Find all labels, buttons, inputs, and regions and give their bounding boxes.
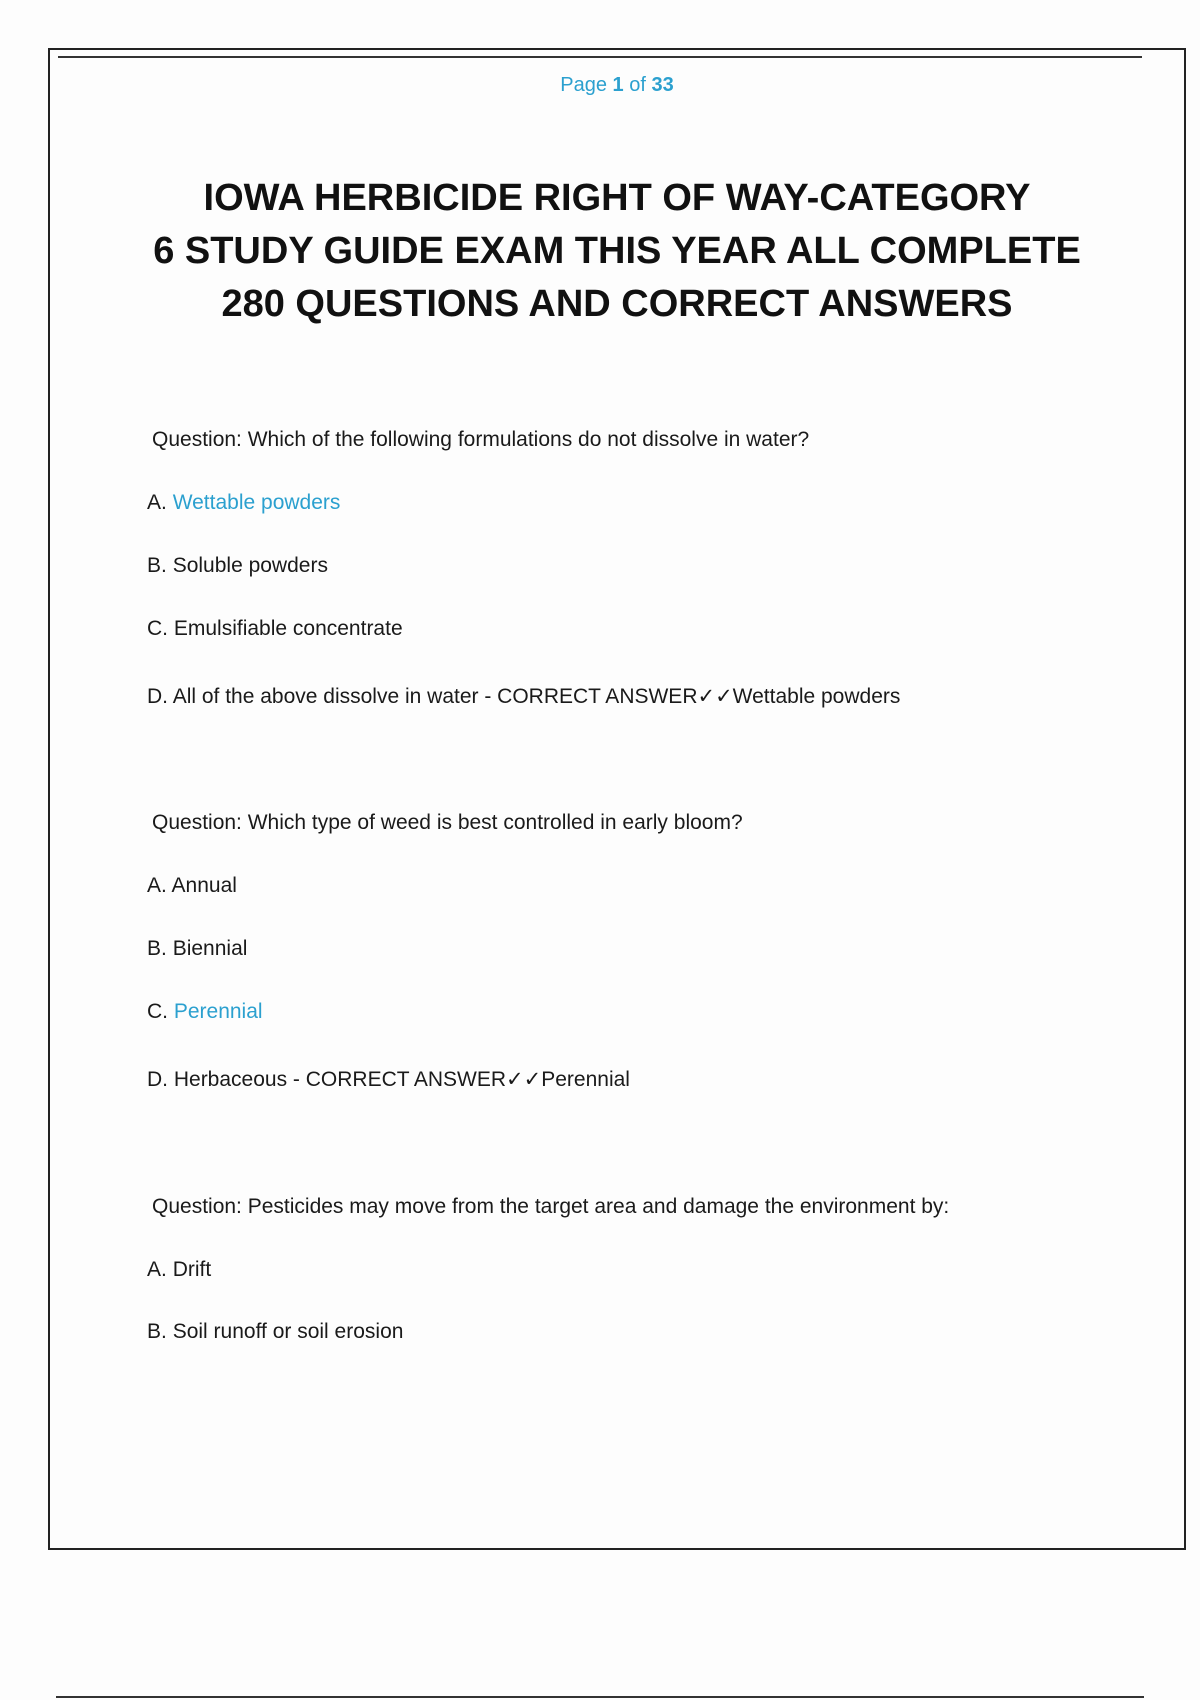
title-line-1: IOWA HERBICIDE RIGHT OF WAY-CATEGORY [203,177,1031,219]
option-prefix: B. [147,1320,167,1343]
question-1-option-a [147,491,340,515]
header-rule [58,56,1142,58]
option-prefix: A. [147,491,167,514]
option-text: Drift [172,1258,212,1281]
document-page [48,48,1186,1550]
option-text-correct: Perennial [173,1000,263,1023]
option-text: Soil runoff or soil erosion [172,1320,404,1343]
option-prefix: C. [147,1000,168,1023]
option-text: Emulsifiable concentrate [173,617,403,640]
option-prefix: D. [147,685,168,708]
page-of: of [629,74,646,96]
option-prefix: C. [147,617,168,640]
question-3-option-a [147,1258,211,1282]
question-1-option-b [147,554,328,578]
question-2-option-c [147,1000,263,1024]
question-2-text: Question: Which type of weed is best controlled in early bloom? [152,811,743,834]
option-text: Herbaceous - CORRECT ANSWER✓✓Perennial [173,1068,630,1091]
option-prefix: A. [147,1258,167,1281]
document-title [110,172,1124,331]
option-prefix: D. [147,1068,168,1091]
next-page-rule [56,1696,1144,1698]
option-text: Annual [171,874,237,897]
question-3-option-b [147,1320,403,1344]
option-text: Soluble powders [172,554,328,577]
page-prefix: Page [560,74,607,96]
question-1-option-d [147,684,900,709]
question-2-option-b [147,937,247,961]
option-prefix: A. [147,874,167,897]
page-total: 33 [651,74,674,96]
title-line-3: 280 QUESTIONS AND CORRECT ANSWERS [221,283,1013,325]
question-1-text: Question: Which of the following formulations do not dissolve in water? [152,428,810,451]
option-prefix: B. [147,937,167,960]
page-indicator [50,74,1184,97]
question-2-option-d [147,1067,630,1092]
option-text: Biennial [172,937,248,960]
question-2-option-a [147,874,237,898]
question-3-text: Question: Pesticides may move from the target area and damage the environment by: [152,1195,950,1218]
option-text: All of the above dissolve in water - CORRECT ANSWER✓✓Wettable powders [172,685,901,708]
option-text-correct: Wettable powders [172,491,341,514]
option-prefix: B. [147,554,167,577]
question-1-option-c [147,617,403,641]
title-line-2: 6 STUDY GUIDE EXAM THIS YEAR ALL COMPLETE [153,230,1081,272]
page-current: 1 [612,74,624,96]
